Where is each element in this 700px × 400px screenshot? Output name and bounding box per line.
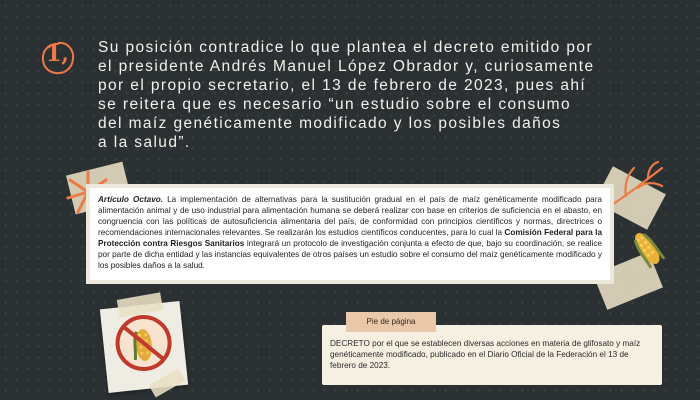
quote-text-part2: integrará un protocolo de investigación conjunta a efecto de que, bajo su coordinación, se realice por parte de dicha entidad y las instancias equivalentes de otros países un estudio sobre el consumo del maíz genéticamente modificado y los posibles daños a la salud. [98, 239, 602, 270]
headline-text: Su posición contradice lo que plantea el decreto emitido por el presidente Andrés Manuel López Obrador y, curiosamente por el propio secretario, el 13 de febrero de 2023, pues ahí se reitera que es necesario “un estudio sobre el consumo del maíz genéticamente modificado y los posibles daños a la salud”. [98, 39, 595, 151]
corn-icon [620, 222, 678, 280]
no-gmo-corn-icon [111, 310, 177, 376]
section-number: 1, [46, 41, 69, 67]
footnote-title: Pie de página [346, 312, 436, 332]
leaf-sprig-icon [604, 160, 668, 212]
commission-name: Comisión Federal para la Protección contra Riesgos Sanitarios [98, 228, 603, 248]
decree-quote-card [90, 188, 610, 280]
footnote-text: DECRETO por el que se establecen diversas acciones en materia de glifosato y maíz genéticamente modificado, publicado en el Diario Oficial de la Federación el 13 de febrero de 2023. [330, 339, 641, 370]
article-label: Artículo Octavo. [98, 195, 164, 204]
quote-text-part1: La implementación de alternativas para la sustitución gradual en el país de maíz genéticamente modificado para alimentación animal y de uso industrial para alimentación humana se deberá realizar con base en criterios de suficiencia en el abasto, en congruencia con las políticas de autosuficiencia alimentaria del país, de conformidad con principios científicos y normas, directrices o recomendaciones internacionales relevantes. Se realizarán los estudios científicos conducentes, para lo cual la [98, 195, 602, 237]
